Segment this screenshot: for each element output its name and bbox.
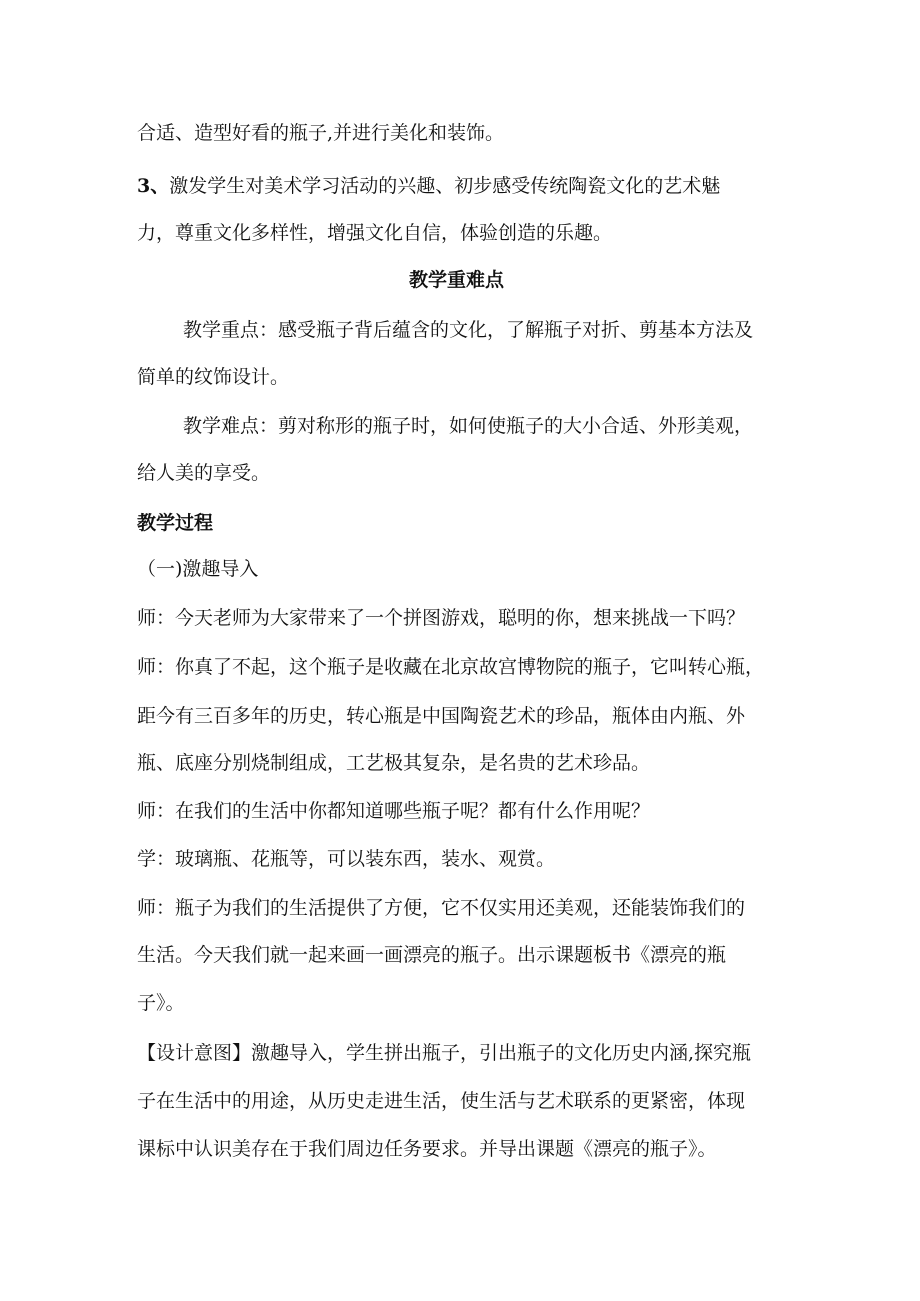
design-intent-line: 课标中认识美存在于我们周边任务要求。并导出课题《漂亮的瓶子》。 [137, 1138, 717, 1160]
dialogue-line: 子》。 [137, 992, 185, 1014]
teaching-difficulty-line2: 给人美的享受。 [137, 462, 271, 484]
objective-3-line2: 力，尊重文化多样性，增强文化自信，体验创造的乐趣。 [137, 222, 613, 244]
objective-2-continuation: 合适、造型好看的瓶子,并进行美化和装饰。 [137, 122, 505, 144]
objective-3-number: 3、 [137, 175, 170, 197]
objective-3-line1 [137, 174, 720, 198]
design-intent-line: 【设计意图】激趣导入，学生拼出瓶子，引出瓶子的文化历史内涵,探究瓶 [137, 1042, 752, 1064]
section-heading-process: 教学过程 [137, 512, 214, 534]
teaching-focus-line1: 教学重点：感受瓶子背后蕴含的文化，了解瓶子对折、剪基本方法及 [183, 319, 754, 341]
dialogue-line: 距今有三百多年的历史，转心瓶是中国陶瓷艺术的珍品，瓶体由内瓶、外 [137, 705, 746, 727]
design-intent-line: 子在生活中的用途，从历史走进生活，使生活与艺术联系的更紧密，体现 [137, 1090, 746, 1112]
objective-3-text: 激发学生对美术学习活动的兴趣、初步感受传统陶瓷文化的艺术魅 [169, 175, 721, 197]
dialogue-line: 师：在我们的生活中你都知道哪些瓶子呢？都有什么作用呢？ [137, 800, 651, 822]
dialogue-line: 师：今天老师为大家带来了一个拼图游戏，聪明的你，想来挑战一下吗？ [137, 607, 746, 629]
dialogue-line: 师：你真了不起，这个瓶子是收藏在北京故宫博物院的瓶子，它叫转心瓶， [137, 656, 765, 678]
dialogue-line: 生活。今天我们就一起来画一画漂亮的瓶子。出示课题板书《漂亮的瓶 [137, 944, 727, 966]
dialogue-line: 瓶、底座分别烧制组成，工艺极其复杂，是名贵的艺术珍品。 [137, 752, 651, 774]
dialogue-line: 师：瓶子为我们的生活提供了方便，它不仅实用还美观，还能装饰我们的 [137, 897, 746, 919]
teaching-difficulty-line1: 教学难点：剪对称形的瓶子时，如何使瓶子的大小合适、外形美观， [183, 415, 754, 437]
teaching-focus-line2: 简单的纹饰设计。 [137, 366, 290, 388]
subsection-intro: （一)激趣导入 [137, 558, 259, 580]
section-heading-key-points: 教学重难点 [409, 269, 505, 291]
dialogue-line: 学：玻璃瓶、花瓶等，可以装东西，装水、观赏。 [137, 848, 556, 870]
